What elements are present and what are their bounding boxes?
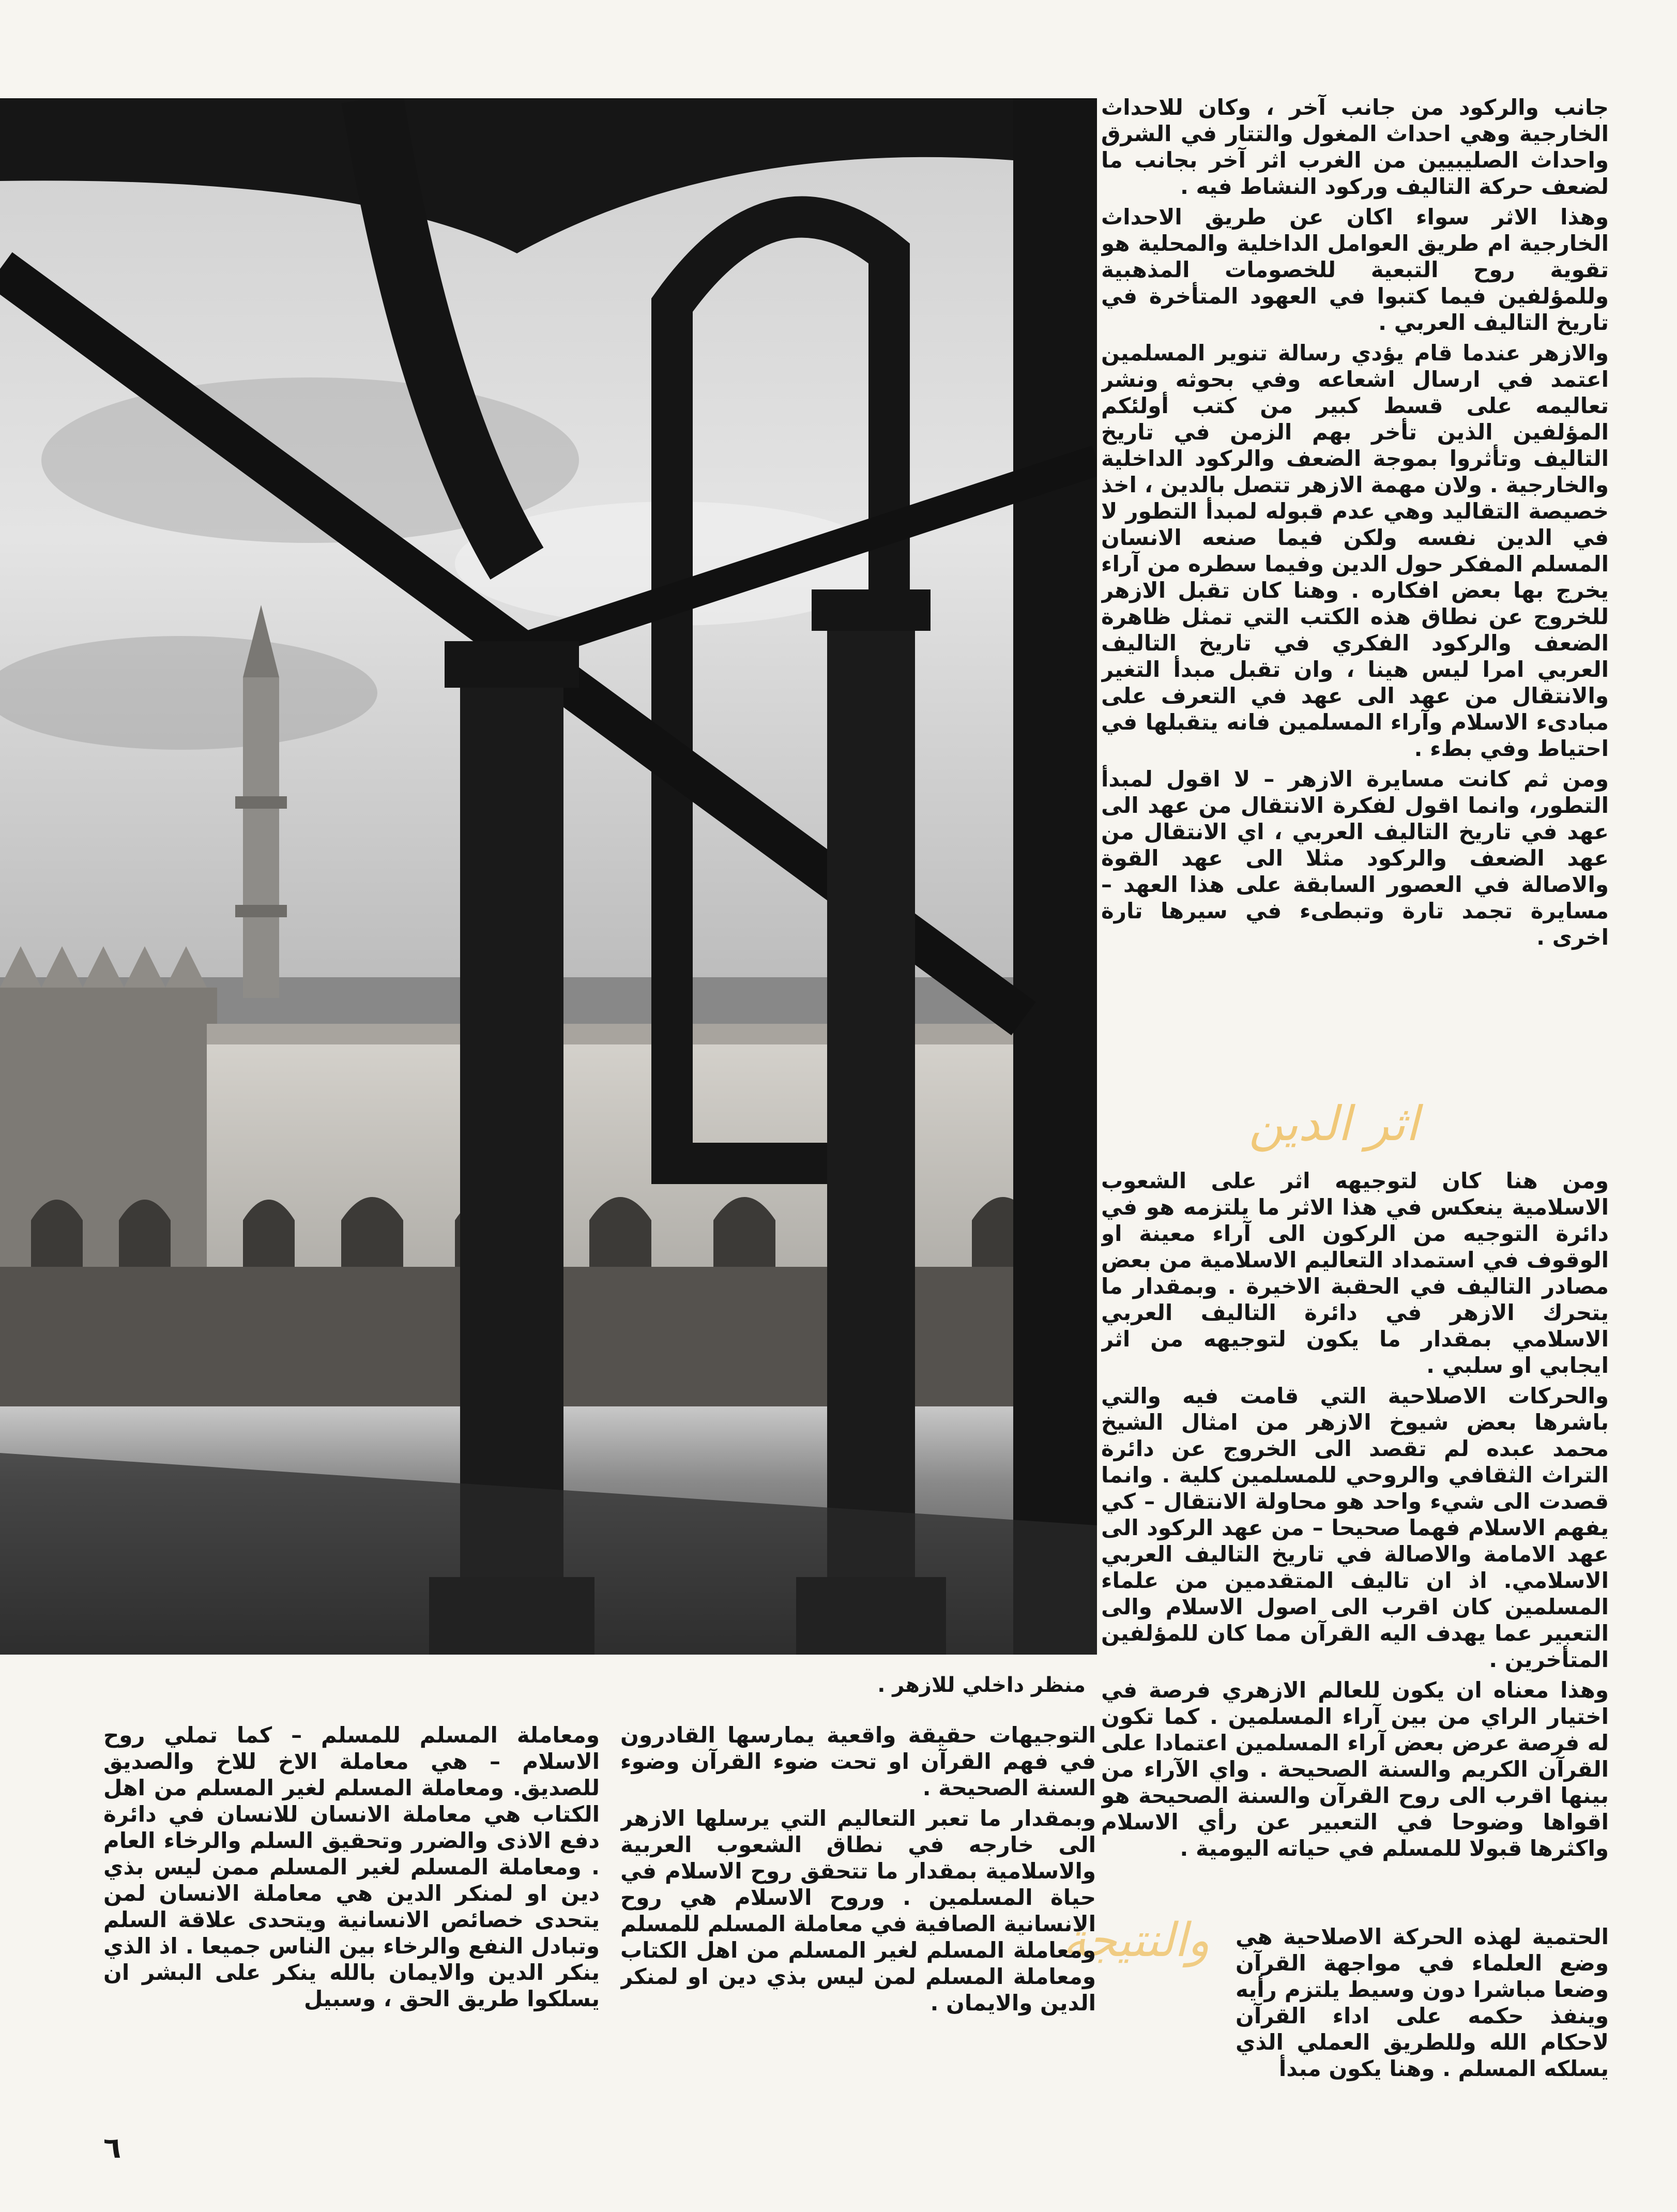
paragraph: الحتمية لهذه الحركة الاصلاحية هي وضع العلماء في مواجهة القرآن وضعا مباشرا دون وسيط يلتزم رأيه وينفذ حكمه على اداء القرآن لاحكام الله وللطريق العملي الذي يسلكه المسلم . وهنا يكون مبدأ [1236,1924,1609,2081]
paragraph: وهذا الاثر سواء اكان عن طريق الاحداث الخارجية ام طريق العوامل الداخلية والمحلية هو تقوية روح التبعية للخصومات المذهبية وللمؤلفين فيما كتبوا في العهود المتأخرة في تاريخ التاليف العربي . [1101,204,1609,335]
paragraph: ومعاملة المسلم للمسلم – كما تملي روح الاسلام – هي معاملة الاخ للاخ والصديق للصديق. ومعاملة المسلم لغير المسلم من اهل الكتاب هي معاملة الانسان للانسان في دائرة دفع الاذى والضرر وتحقيق السلم والرخاء العام . ومعاملة المسلم لغير المسلم ممن ليس بذي دين او لمنكر الدين هي معاملة الانسان لمن يتحدى خصائص الانسانية ويتحدى علاقة السلم وتبادل النفع والرخاء بين الناس جميعا . اذ الذي ينكر الدين والايمان بالله ينكر على البشر ان يسلكوا طريق الحق ، وسبيل [103,1722,600,2011]
paragraph: جانب والركود من جانب آخر ، وكان للاحداث الخارجية وهي احداث المغول والتتار في الشرق واحداث الصليبيين من الغرب اثر آخر بجانب ما لضعف حركة التاليف وركود النشاط فيه . [1101,95,1609,199]
section-heading-result: والنتيجة [1063,1913,1210,1967]
article-column-bottom-left [103,1722,600,2073]
azhar-courtyard-photo [0,98,1097,1655]
courtyard-photo-drawing [0,98,1097,1655]
paragraph: وبمقدار ما تعبر التعاليم التي يرسلها الازهر الى خارجه في نطاق الشعوب العربية والاسلامية بمقدار ما تتحقق روح الاسلام في حياة المسلمين . وروح الاسلام هي روح الانسانية الصافية في معاملة المسلم للمسلم ومعاملة المسلم لغير المسلم من اهل الكتاب ومعاملة المسلم لمن ليس بذي دين او لمنكر الدين والايمان . [620,1806,1096,2016]
paragraph: التوجيهات حقيقة واقعية يمارسها القادرون في فهم القرآن او تحت ضوء القرآن وضوء السنة الصحيحة . [620,1722,1096,1800]
photo-caption: منظر داخلي للازهر . [877,1673,1086,1697]
article-conclusion [1101,1923,1609,2089]
paragraph: والحركات الاصلاحية التي قامت فيه والتي باشرها بعض شيوخ الازهر من امثال الشيخ محمد عبده لم تقصد الى الخروج عن دائرة التراث الثقافي والروحي للمسلمين كلية . وانما قصدت الى شيء واحد هو محاولة الانتقال – كي يفهم الاسلام فهما صحيحا – من عهد الركود الى عهد الامامة والاصالة في تاريخ التاليف العربي الاسلامي. اذ ان تاليف المتقدمين من علماء المسلمين كان اقرب الى اصول الاسلام والى التعبير عما يهدف اليه القرآن مما كان للمؤلفين المتأخرين . [1101,1383,1609,1672]
article-column-bottom-middle [620,1722,1096,2073]
paragraph: وهذا معناه ان يكون للعالم الازهري فرصة في اختيار الراي من بين آراء المسلمين . كما تكون له فرصة عرض بعض آراء المسلمين اعتمادا على القرآن الكريم والسنة الصحيحة . واي الآراء من بينها اقرب الى روح القرآن والسنة الصحيحة هو اقواها وضوحا في التعبير عن رأي الاسلام واكثرها قبولا للمسلم في حياته اليومية . [1101,1677,1609,1861]
page-number: ٦ [103,2131,121,2165]
article-column-right-top [1101,94,1609,1118]
section-heading-impact: اثر الدين [1248,1096,1419,1152]
paragraph: والازهر عندما قام يؤدي رسالة تنوير المسلمين اعتمد في ارسال اشعاعه وفي بحوثه ونشر تعاليمه على قسط كبير من كتب أولئكم المؤلفين الذين تأخر بهم الزمن في تاريخ التاليف وتأثروا بموجة الضعف والركود الداخلية والخارجية . ولان مهمة الازهر تتصل بالدين ، اخذ خصيصة التقاليد وهي عدم قبوله لمبدأ التطور لا في الدين نفسه ولكن فيما صنعه الانسان المسلم المفكر حول الدين وفيما سطره من آراء يخرج بها بعض افكاره . وهنا كان تقبل الازهر للخروج عن نطاق هذه الكتب التي تمثل ظاهرة الضعف والركود الفكري في تاريخ التاليف العربي امرا ليس هينا ، وان تقبل مبدأ التغير والانتقال من عهد الى عهد في التعرف على مبادىء الاسلام وآراء المسلمين فانه يتقبلها في احتياط وفي بطء . [1101,340,1609,761]
paragraph: ومن هنا كان لتوجيهه اثر على الشعوب الاسلامية ينعكس في هذا الاثر ما يلتزمه هو في دائرة التوجيه من الركون الى آراء معينة او الوقوف في استمداد التعاليم الاسلامية من بعض مصادر التاليف في الحقبة الاخيرة . وبمقدار ما يتحرك الازهر في دائرة التاليف العربي الاسلامي بمقدار ما يكون لتوجيهه من اثر ايجابي او سلبي . [1101,1168,1609,1378]
paragraph: ومن ثم كانت مسايرة الازهر – لا اقول لمبدأ التطور، وانما اقول لفكرة الانتقال من عهد الى عهد في تاريخ التاليف العربي ، اي الانتقال من عهد الضعف والركود مثلا الى عهد القوة والاصالة في العصور السابقة على هذا العهد – مسايرة تجمد تارة وتبطىء في سيرها تارة اخرى . [1101,766,1609,950]
